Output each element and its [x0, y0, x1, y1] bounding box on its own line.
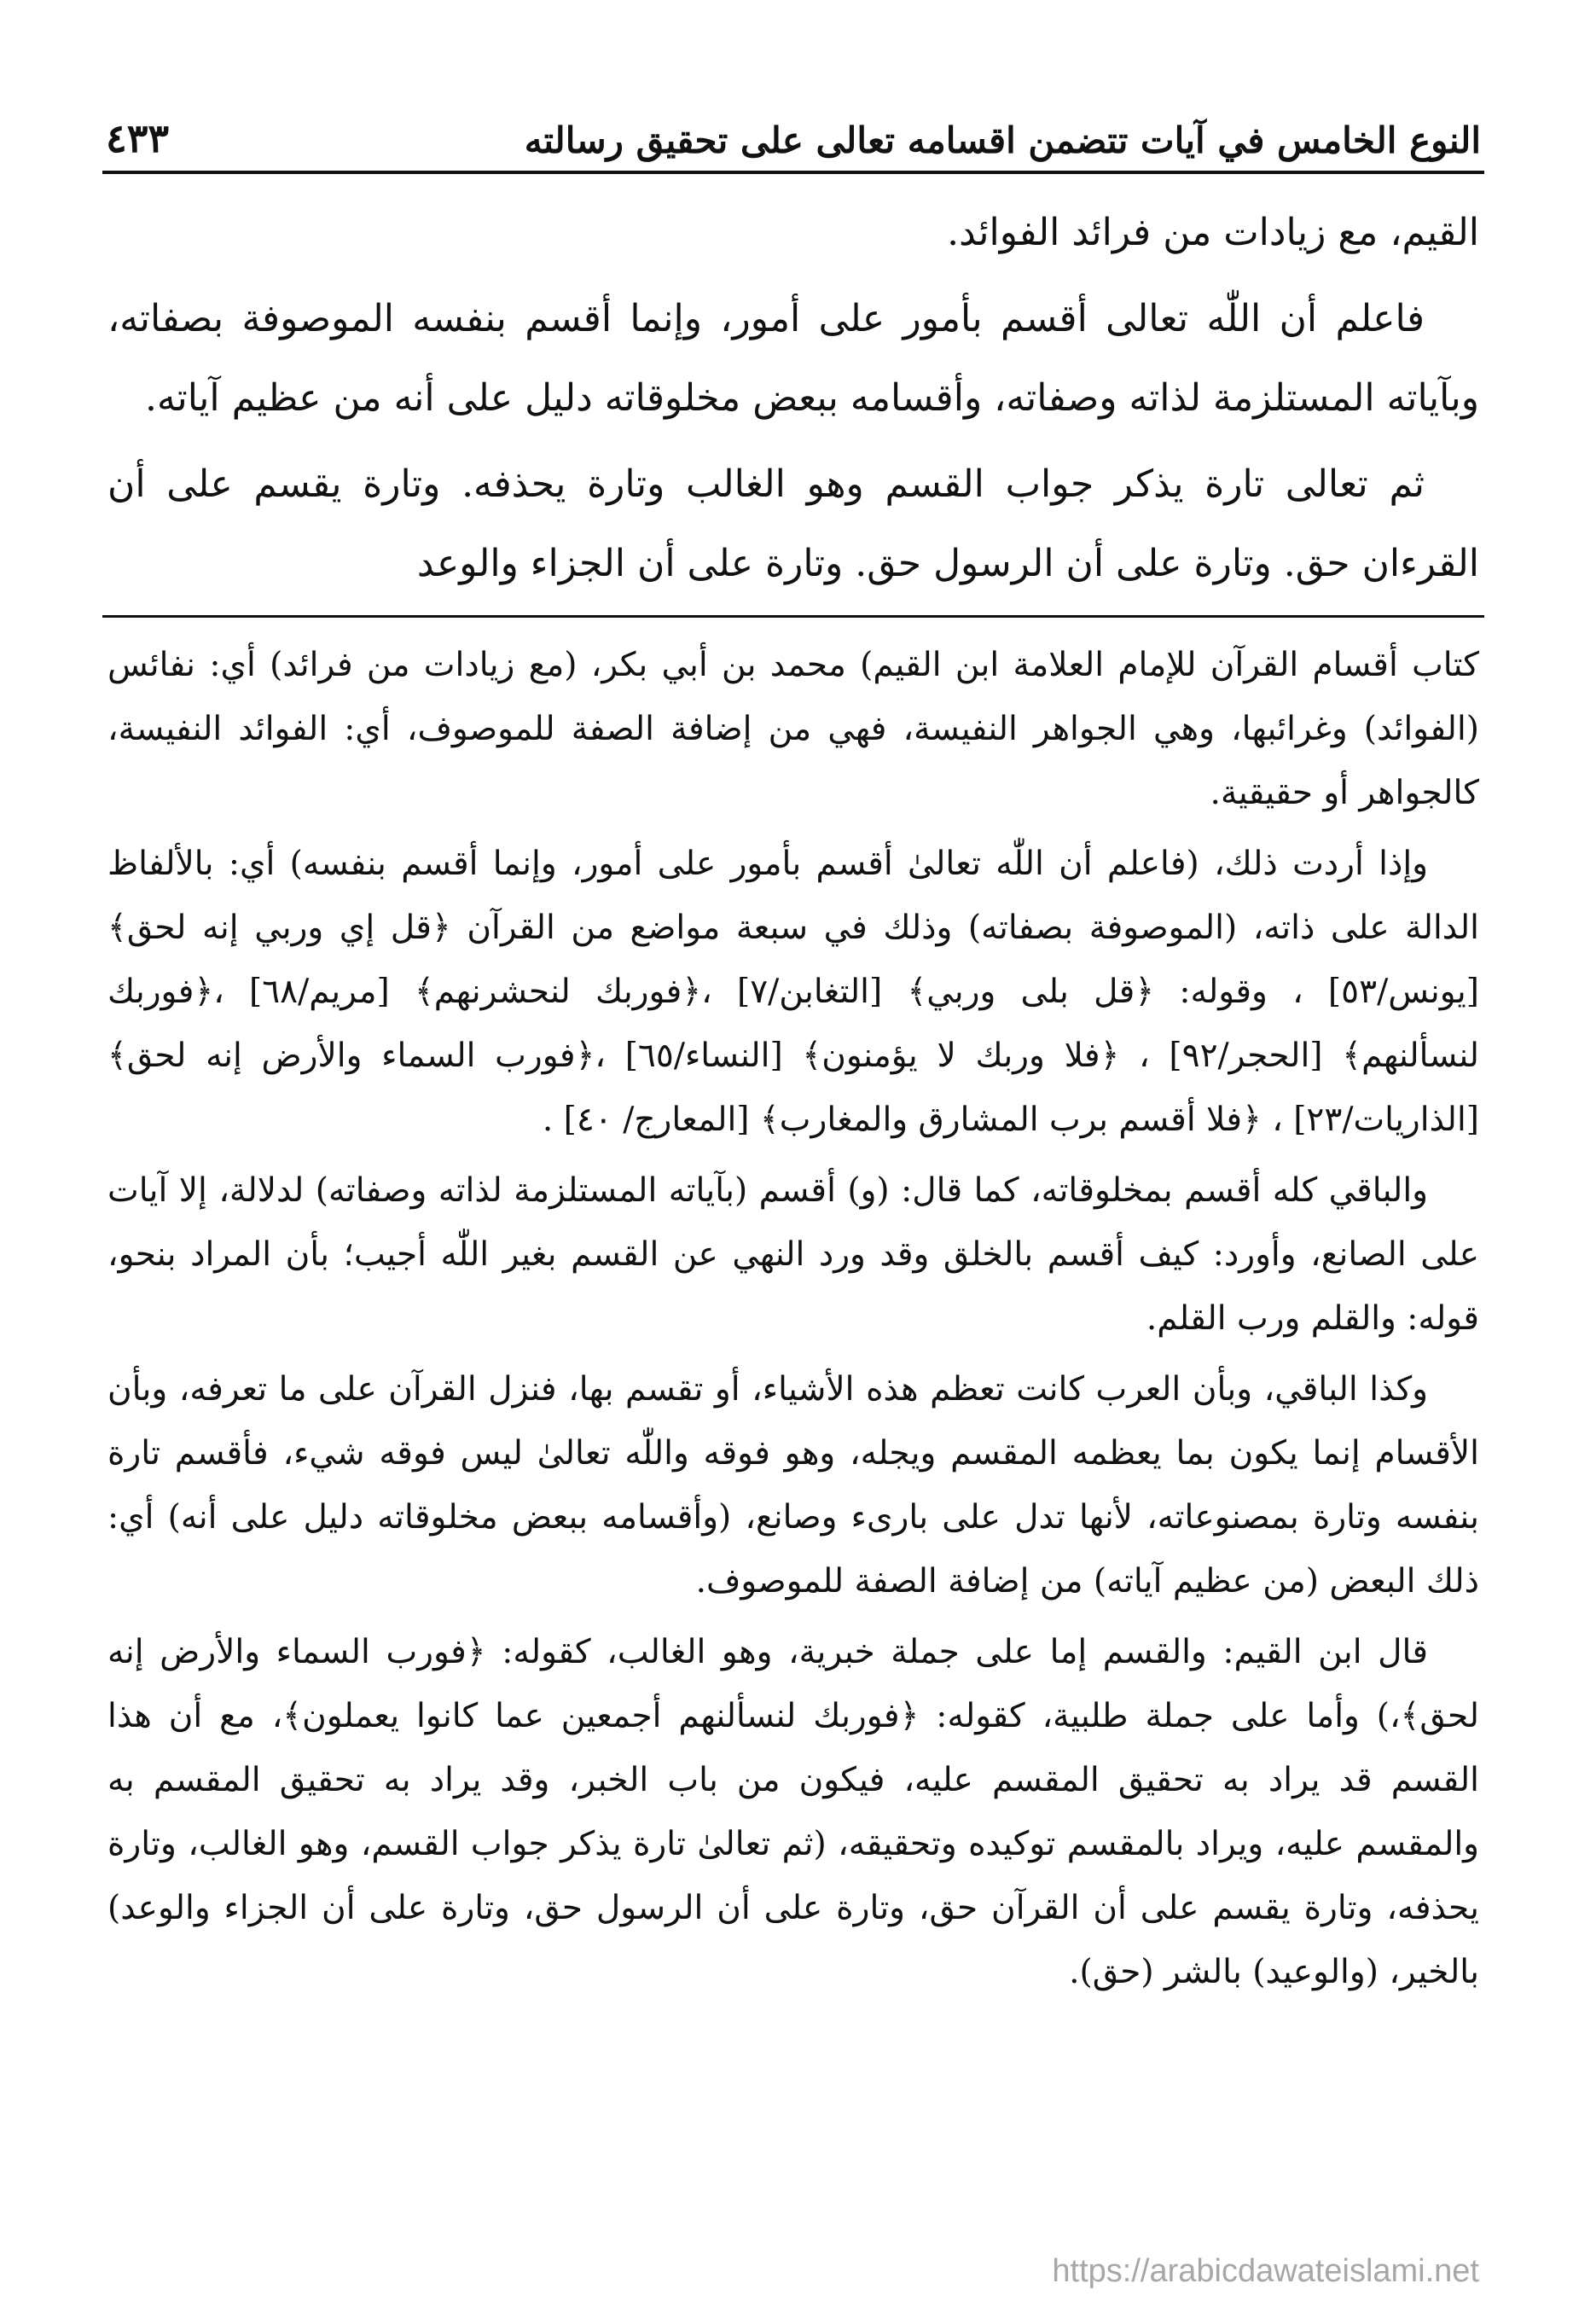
commentary-separator — [102, 615, 1484, 618]
commentary-paragraph: كتاب أقسام القرآن للإمام العلامة ابن القيم) محمد بن أبي بكر، (مع زيادات من فرائد) أي: نفائس (الفوائد) وغرائبها، وهي الجواهر النفيسة، فهي من إضافة الصفة للموصوف، أي: الفوائد النفيسة، كالجواهر أو حقيقية. — [107, 646, 1479, 812]
commentary — [102, 633, 1484, 2004]
commentary-paragraph: والباقي كله أقسم بمخلوقاته، كما قال: (و) أقسم (بآياته المستلزمة لذاته وصفاته) لدلالة، إلا آيات على الصانع، وأورد: كيف أقسم بالخلق وقد ورد النهي عن القسم بغير اللّٰه أجيب؛ بأن المراد بنحو، قوله: والقلم ورب القلم. — [107, 1171, 1479, 1338]
page-number: ٤٣٣ — [106, 114, 170, 161]
commentary-paragraph: وإذا أردت ذلك، (فاعلم أن اللّٰه تعالىٰ أقسم بأمور على أمور، وإنما أقسم بنفسه) أي: بالألفاظ الدالة على ذاته، (الموصوفة بصفاته) وذلك في سبعة مواضع من القرآن ﴿قل إي وربي إنه لحق﴾ [يونس/٥٣] ، وقوله: ﴿قل بلى وربي﴾ [التغابن/٧] ،﴿فوربك لنحشرنهم﴾ [مريم/٦٨] ،﴿فوربك لنسألنهم﴾ [الحجر/٩٢] ، ﴿فلا وربك لا يؤمنون﴾ [النساء/٦٥] ،﴿فورب السماء والأرض إنه لحق﴾ [الذاريات/٢٣] ، ﴿فلا أقسم برب المشارق والمغارب﴾ [المعارج/ ٤٠] . — [107, 845, 1479, 1139]
book-page — [102, 77, 1484, 2261]
main-text — [102, 174, 1484, 603]
main-paragraph: القيم، مع زيادات من فرائد الفوائد. — [947, 211, 1479, 254]
main-paragraph: ثم تعالى تارة يذكر جواب القسم وهو الغالب وتارة يحذفه. وتارة يقسم على أن القرءان حق. وتارة على أن الرسول حق. وتارة على أن الجزاء والوعد — [107, 462, 1479, 585]
page-header — [102, 77, 1484, 171]
main-paragraph: فاعلم أن اللّٰه تعالى أقسم بأمور على أمور، وإنما أقسم بنفسه الموصوفة بصفاته، وبآياته المستلزمة لذاته وصفاته، وأقسامه ببعض مخلوقاته دليل على أنه من عظيم آياته. — [107, 297, 1479, 420]
commentary-paragraph: وكذا الباقي، وبأن العرب كانت تعظم هذه الأشياء، أو تقسم بها، فنزل القرآن على ما تعرفه، وبأن الأقسام إنما يكون بما يعظمه المقسم ويجله، وهو فوقه واللّٰه تعالىٰ ليس فوقه شيء، فأقسم تارة بنفسه وتارة بمصنوعاته، لأنها تدل على بارىء وصانع، (وأقسامه ببعض مخلوقاته دليل على أنه) أي: ذلك البعض (من عظيم آياته) من إضافة الصفة للموصوف. — [107, 1370, 1479, 1601]
source-watermark: https://arabicdawateislami.net — [1052, 2253, 1479, 2289]
commentary-paragraph: قال ابن القيم: والقسم إما على جملة خبرية، وهو الغالب، كقوله: ﴿فورب السماء والأرض إنه لحق﴾،) وأما على جملة طلبية، كقوله: ﴿فوربك لنسألنهم أجمعين عما كانوا يعملون﴾، مع أن هذا القسم قد يراد به تحقيق المقسم عليه، فيكون من باب الخبر، وقد يراد به تحقيق المقسم به والمقسم عليه، ويراد بالمقسم توكيده وتحقيقه، (ثم تعالىٰ تارة يذكر جواب القسم، وهو الغالب، وتارة يحذفه، وتارة يقسم على أن القرآن حق، وتارة على أن الرسول حق، وتارة على أن الجزاء والوعد) بالخير، (والوعيد) بالشر (حق). — [107, 1633, 1479, 1991]
running-title: النوع الخامس في آيات تتضمن اقسامه تعالى على تحقيق رسالته — [524, 119, 1481, 161]
